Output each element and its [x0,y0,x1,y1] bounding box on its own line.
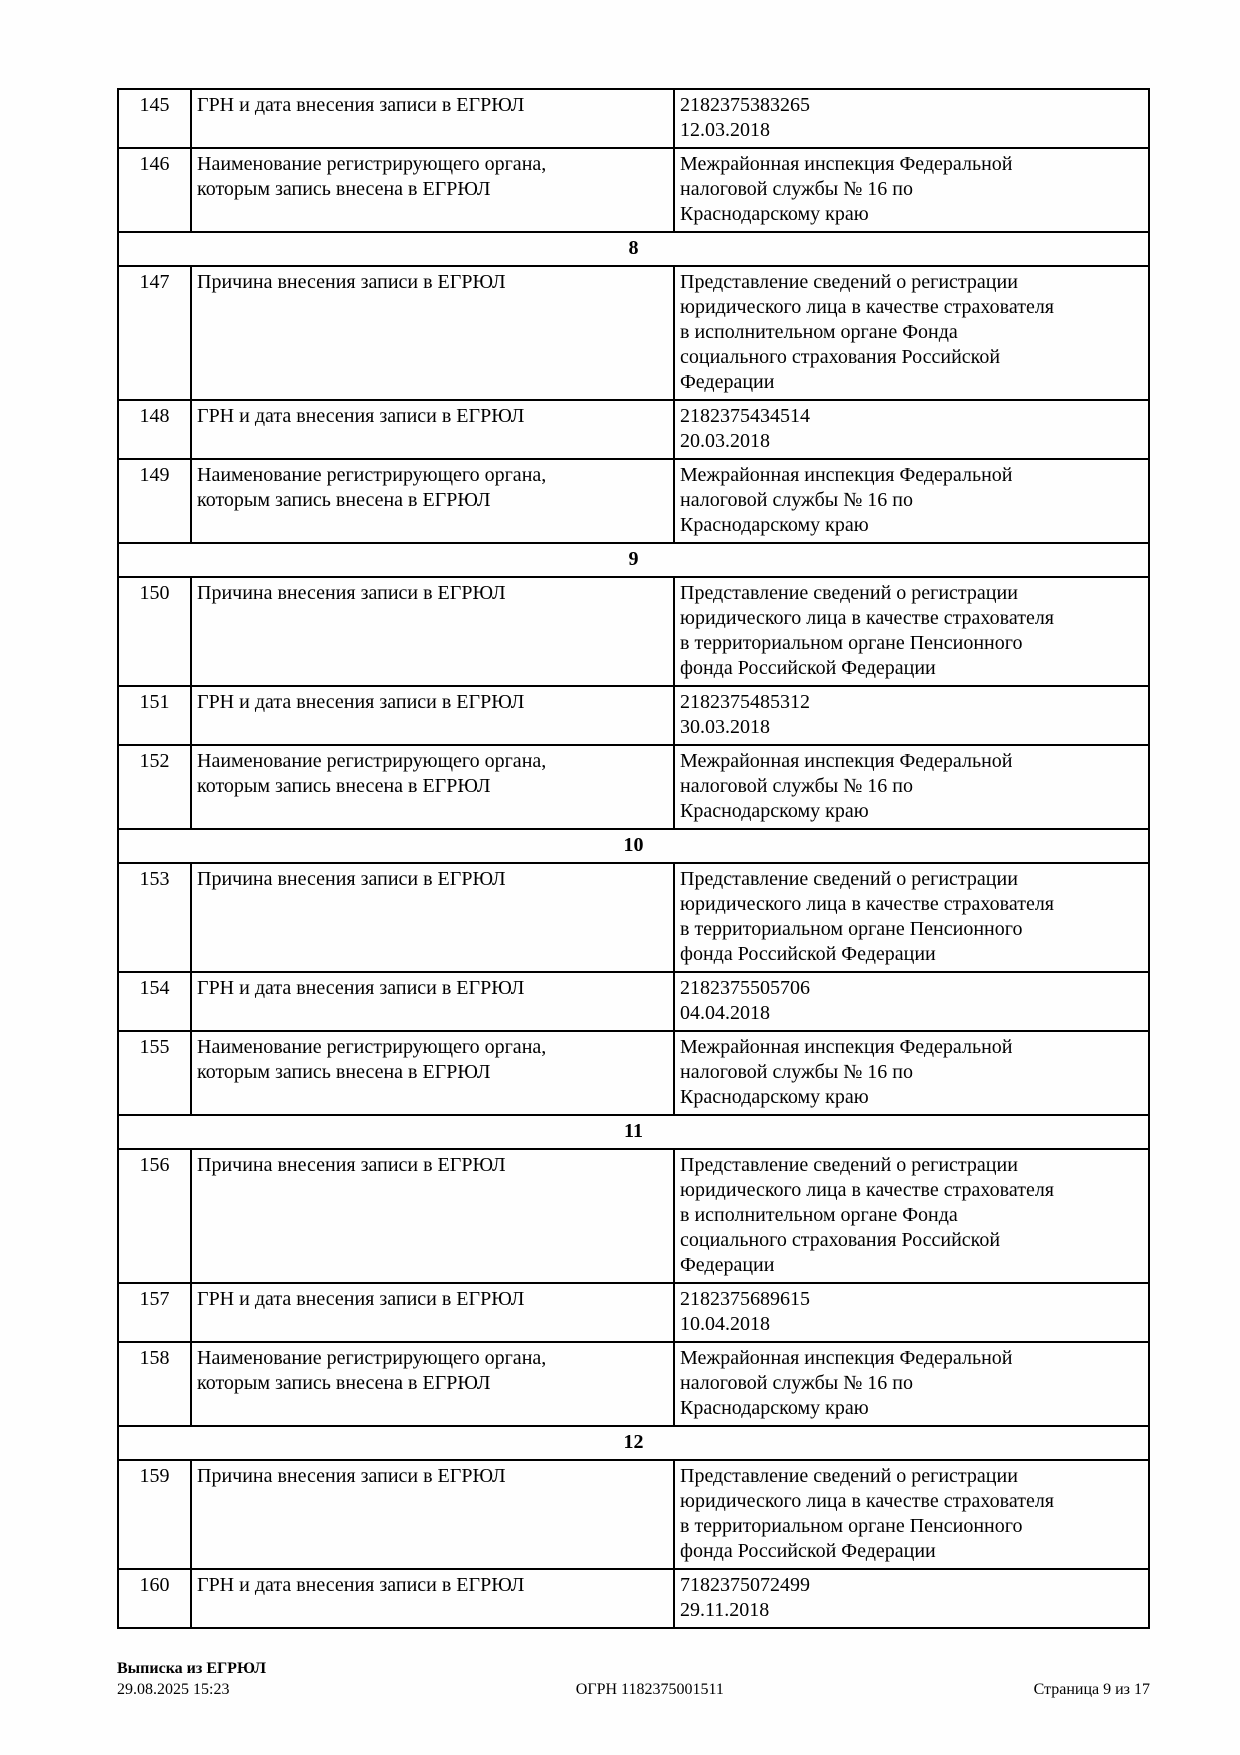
table-row [118,863,1149,972]
record-number: 148 [118,400,191,459]
table-row [118,266,1149,400]
record-value-line: Представление сведений о регистрации [680,1465,1018,1487]
record-label [191,972,674,1031]
record-label-line: Наименование регистрирующего органа, [197,1036,547,1058]
record-value [674,1569,1149,1628]
record-value-line: социального страхования Российской [680,1229,1001,1251]
record-value-line: юридического лица в качестве страхователя [680,296,1055,318]
record-value-line: налоговой службы № 16 по [680,489,913,511]
record-label [191,1149,674,1283]
table-row [118,1031,1149,1115]
record-label-line: которым запись внесена в ЕГРЮЛ [197,489,491,511]
record-label-line: ГРН и дата внесения записи в ЕГРЮЛ [197,1574,525,1596]
record-value-line: в территориальном органе Пенсионного [680,918,1023,940]
record-value [674,972,1149,1031]
record-label-line: которым запись внесена в ЕГРЮЛ [197,1372,491,1394]
record-value-line: налоговой службы № 16 по [680,178,913,200]
record-value-line: 10.04.2018 [680,1313,770,1335]
record-value-line: 04.04.2018 [680,1002,770,1024]
section-header-row [118,1426,1149,1460]
record-label-line: которым запись внесена в ЕГРЮЛ [197,775,491,797]
record-value [674,745,1149,829]
record-value-line: юридического лица в качестве страхователя [680,893,1055,915]
record-value-line: Федерации [680,371,775,393]
record-value [674,1342,1149,1426]
record-value-line: Краснодарскому краю [680,514,869,536]
record-value-line: 2182375434514 [680,405,810,427]
record-number: 150 [118,577,191,686]
record-number: 152 [118,745,191,829]
table-row [118,972,1149,1031]
section-header-row [118,1115,1149,1149]
record-value-line: 2182375505706 [680,977,810,999]
record-label [191,745,674,829]
record-label [191,1342,674,1426]
record-label-line: ГРН и дата внесения записи в ЕГРЮЛ [197,977,525,999]
record-value-line: Краснодарскому краю [680,1397,869,1419]
record-value-line: налоговой службы № 16 по [680,1061,913,1083]
egrul-records-table [117,88,1150,1629]
record-value-line: 12.03.2018 [680,119,770,141]
page-footer [117,1658,1150,1700]
record-value-line: Представление сведений о регистрации [680,868,1018,890]
record-value-line: налоговой службы № 16 по [680,1372,913,1394]
record-number: 149 [118,459,191,543]
footer-page-number: Страница 9 из 17 [1033,1681,1150,1698]
record-value [674,148,1149,232]
table-row [118,1569,1149,1628]
table-row [118,686,1149,745]
record-value-line: 2182375383265 [680,94,810,116]
record-value [674,459,1149,543]
footer-left-block [117,1658,266,1700]
record-label [191,1031,674,1115]
table-row [118,89,1149,148]
record-number: 155 [118,1031,191,1115]
record-label-line: которым запись внесена в ЕГРЮЛ [197,178,491,200]
record-value-line: Краснодарскому краю [680,800,869,822]
record-label [191,1569,674,1628]
record-label-line: Причина внесения записи в ЕГРЮЛ [197,868,506,890]
record-label-line: Наименование регистрирующего органа, [197,153,547,175]
record-value-line: юридического лица в качестве страхователя [680,1179,1055,1201]
record-label [191,863,674,972]
record-value [674,1031,1149,1115]
record-number: 151 [118,686,191,745]
section-number: 12 [118,1426,1149,1460]
record-value-line: 2182375689615 [680,1288,810,1310]
record-value-line: Межрайонная инспекция Федеральной [680,1036,1013,1058]
record-number: 160 [118,1569,191,1628]
record-label-line: Наименование регистрирующего органа, [197,750,547,772]
record-label [191,266,674,400]
section-header-row [118,543,1149,577]
record-label [191,1283,674,1342]
record-label-line: которым запись внесена в ЕГРЮЛ [197,1061,491,1083]
table-row [118,745,1149,829]
record-label [191,89,674,148]
record-label-line: Причина внесения записи в ЕГРЮЛ [197,271,506,293]
footer-doc-title: Выписка из ЕГРЮЛ [117,1660,267,1677]
record-label [191,686,674,745]
record-value-line: Представление сведений о регистрации [680,582,1018,604]
table-row [118,1283,1149,1342]
table-row [118,1460,1149,1569]
record-value-line: в исполнительном органе Фонда [680,321,958,343]
record-value [674,400,1149,459]
record-label [191,148,674,232]
record-value-line: Представление сведений о регистрации [680,271,1018,293]
record-value-line: 2182375485312 [680,691,810,713]
table-row [118,1149,1149,1283]
record-label [191,1460,674,1569]
record-value [674,577,1149,686]
record-value [674,1149,1149,1283]
record-value-line: Межрайонная инспекция Федеральной [680,464,1013,486]
record-label [191,459,674,543]
table-row [118,459,1149,543]
record-value [674,1460,1149,1569]
record-number: 157 [118,1283,191,1342]
record-value-line: Межрайонная инспекция Федеральной [680,750,1013,772]
record-number: 159 [118,1460,191,1569]
record-value-line: Межрайонная инспекция Федеральной [680,153,1013,175]
record-number: 146 [118,148,191,232]
record-value-line: юридического лица в качестве страхователя [680,607,1055,629]
section-header-row [118,232,1149,266]
record-label-line: Наименование регистрирующего органа, [197,1347,547,1369]
record-value-line: 30.03.2018 [680,716,770,738]
record-value-line: социального страхования Российской [680,346,1001,368]
record-value-line: 7182375072499 [680,1574,810,1596]
table-row [118,1342,1149,1426]
egrul-records-table-body [118,89,1149,1628]
record-number: 145 [118,89,191,148]
footer-datetime: 29.08.2025 15:23 [117,1681,230,1698]
section-number: 8 [118,232,1149,266]
record-value-line: Межрайонная инспекция Федеральной [680,1347,1013,1369]
record-label-line: Наименование регистрирующего органа, [197,464,547,486]
record-value-line: налоговой службы № 16 по [680,775,913,797]
record-value-line: Федерации [680,1254,775,1276]
record-value-line: юридического лица в качестве страхователя [680,1490,1055,1512]
record-value [674,686,1149,745]
record-value [674,89,1149,148]
record-number: 156 [118,1149,191,1283]
table-row [118,148,1149,232]
record-value [674,1283,1149,1342]
record-value-line: 29.11.2018 [680,1599,770,1621]
record-value-line: фонда Российской Федерации [680,657,936,679]
record-number: 147 [118,266,191,400]
record-value [674,266,1149,400]
footer-ogrn: ОГРН 1182375001511 [575,1681,724,1698]
record-label [191,577,674,686]
record-number: 154 [118,972,191,1031]
record-value [674,863,1149,972]
table-row [118,400,1149,459]
section-number: 11 [118,1115,1149,1149]
record-number: 158 [118,1342,191,1426]
record-number: 153 [118,863,191,972]
record-label-line: ГРН и дата внесения записи в ЕГРЮЛ [197,94,525,116]
record-value-line: в исполнительном органе Фонда [680,1204,958,1226]
record-label [191,400,674,459]
record-label-line: ГРН и дата внесения записи в ЕГРЮЛ [197,405,525,427]
record-value-line: Краснодарскому краю [680,1086,869,1108]
record-value-line: Краснодарскому краю [680,203,869,225]
record-value-line: фонда Российской Федерации [680,1540,936,1562]
record-value-line: 20.03.2018 [680,430,770,452]
record-label-line: ГРН и дата внесения записи в ЕГРЮЛ [197,1288,525,1310]
record-label-line: ГРН и дата внесения записи в ЕГРЮЛ [197,691,525,713]
record-label-line: Причина внесения записи в ЕГРЮЛ [197,1154,506,1176]
section-number: 10 [118,829,1149,863]
section-header-row [118,829,1149,863]
record-value-line: в территориальном органе Пенсионного [680,1515,1023,1537]
record-value-line: в территориальном органе Пенсионного [680,632,1023,654]
record-label-line: Причина внесения записи в ЕГРЮЛ [197,1465,506,1487]
table-row [118,577,1149,686]
record-value-line: фонда Российской Федерации [680,943,936,965]
record-label-line: Причина внесения записи в ЕГРЮЛ [197,582,506,604]
section-number: 9 [118,543,1149,577]
record-value-line: Представление сведений о регистрации [680,1154,1018,1176]
